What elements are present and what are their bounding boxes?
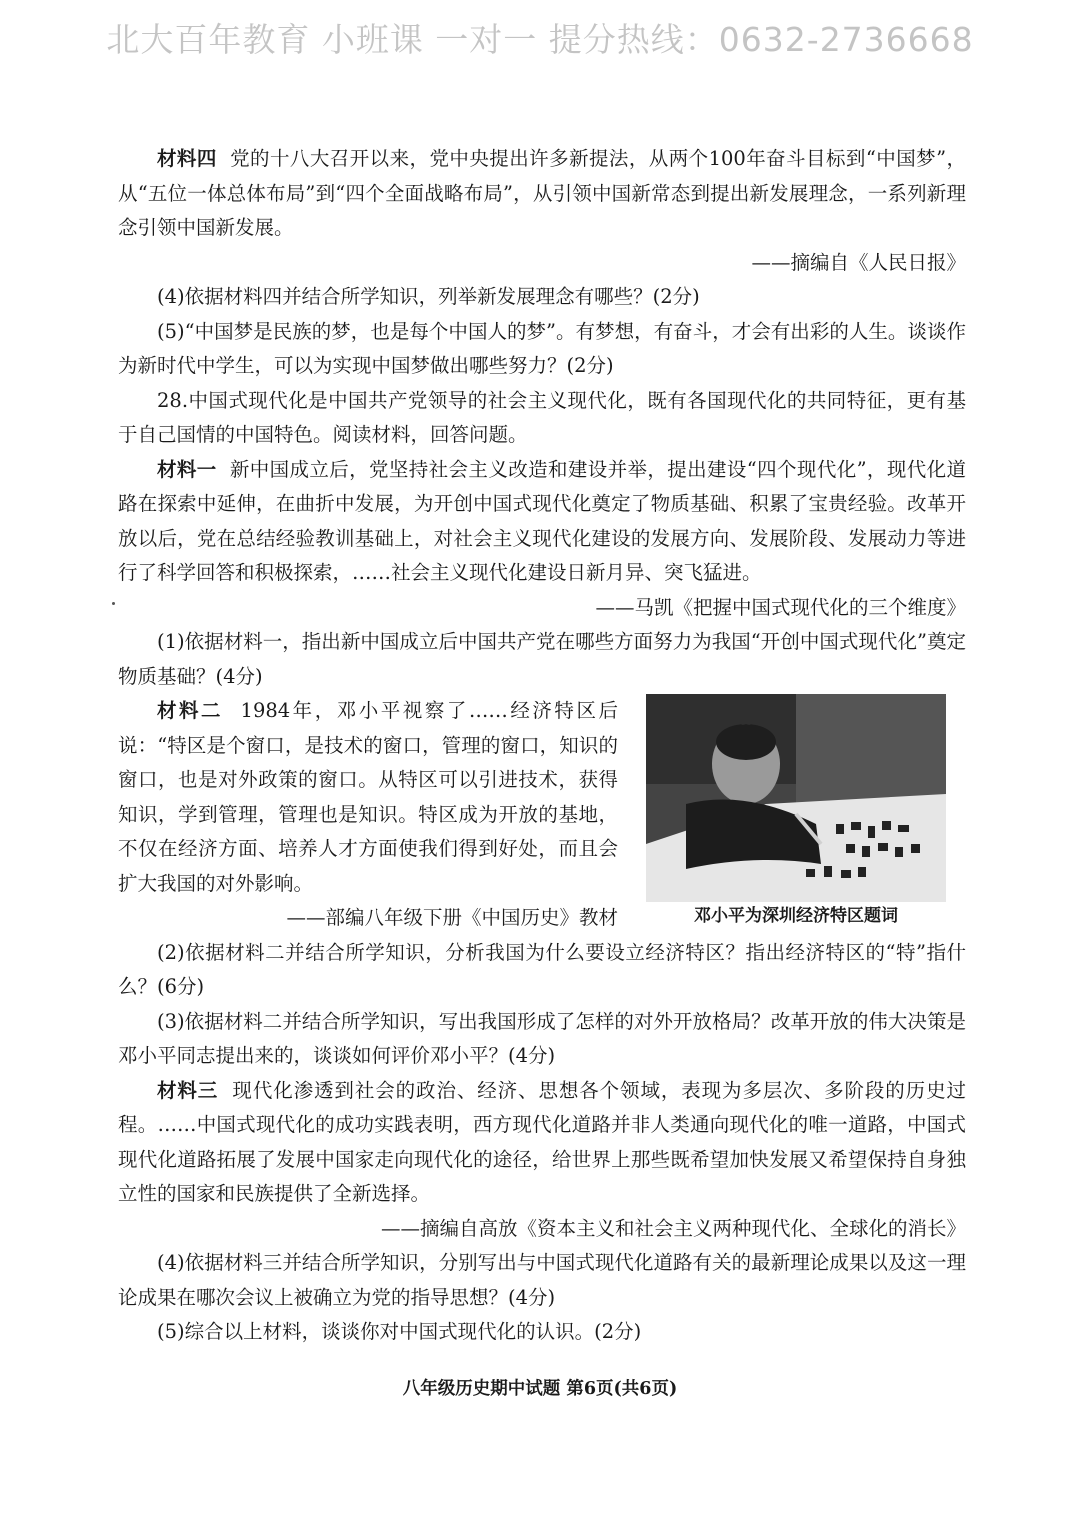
material-2-source: ——部编八年级下册《中国历史》教材 (286, 906, 618, 929)
photo-illustration (646, 694, 946, 902)
material-1-paragraph (118, 453, 966, 591)
scan-speck (112, 602, 115, 605)
material-4-label: 材料四 (157, 147, 217, 170)
question-28-intro: 28.中国式现代化是中国共产党领导的社会主义现代化，既有各国现代化的共同特征，更有基于自己国情的中国特色。阅读材料，回答问题。 (118, 388, 966, 446)
material-1-source: ——马凯《把握中国式现代化的三个维度》 (595, 595, 966, 619)
question-28-3: (3)依据材料二并结合所学知识，写出我国形成了怎样的对外开放格局？改革开放的伟大决策是邓小平同志提出来的，谈谈如何评价邓小平？(4分) (118, 1009, 966, 1067)
material-2-block (118, 694, 966, 936)
photo-caption: 邓小平为深圳经济特区题词 (694, 906, 898, 926)
material-3-text: 现代化渗透到社会的政治、经济、思想各个领域，表现为多层次、多阶段的历史过程。……中国式现代化的成功实践表明，西方现代化道路并非人类通向现代化的唯一道路，中国式现代化道路拓展了发展中国家走向现代化的途径，给世界上那些既希望加快发展又希望保持自身独立性的国家和民族提供了全新选择。 (118, 1078, 966, 1205)
question-28-4: (4)依据材料三并结合所学知识，分别写出与中国式现代化道路有关的最新理论成果以及这一理论成果在哪次会议上被确立为党的指导思想？(4分) (118, 1251, 966, 1309)
material-1-text: 新中国成立后，党坚持社会主义改造和建设并举，提出建设“四个现代化”，现代化道路在探索中延伸，在曲折中发展，为开创中国式现代化奠定了物质基础、积累了宝贵经验。改革开放以后，党在总结经验教训基础上，对社会主义现代化建设的发展方向、发展阶段、发展动力等进行了科学回答和积极探索，……社会主义现代化建设日新月异、突飞猛进。 (118, 457, 966, 584)
material-2-label: 材料二 (157, 699, 224, 722)
page-footer: 八年级历史期中试题 第6页(共6页) (402, 1379, 678, 1399)
material-2-text-column (118, 694, 618, 936)
watermark-header: 北大百年教育 小班课 一对一 提分热线：0632-2736668 (106, 20, 974, 59)
deng-xiaoping-calligraphy-photo (646, 694, 946, 902)
question-28-5: (5)综合以上材料，谈谈你对中国式现代化的认识。(2分) (157, 1320, 642, 1343)
material-3-source: ——摘编自高放《资本主义和社会主义两种现代化、全球化的消长》 (380, 1216, 966, 1240)
question-27-5: (5)“中国梦是民族的梦，也是每个中国人的梦”。有梦想，有奋斗，才会有出彩的人生。谈谈作为新时代中学生，可以为实现中国梦做出哪些努力？(2分) (118, 319, 966, 377)
photo-figure (638, 694, 966, 934)
material-2-text: 1984年，邓小平视察了……经济特区后说：“特区是个窗口，是技术的窗口，管理的窗口，知识的窗口，也是对外政策的窗口。从特区可以引进技术，获得知识，学到管理，管理也是知识。特区成为开放的基地，不仅在经济方面、培养人才方面使我们得到好处，而且会扩大我国的对外影响。 (118, 699, 618, 895)
question-27-4: (4)依据材料四并结合所学知识，列举新发展理念有哪些？(2分) (157, 285, 700, 308)
material-3-paragraph (118, 1074, 966, 1212)
question-28-2: (2)依据材料二并结合所学知识，分析我国为什么要设立经济特区？指出经济特区的“特”指什么？(6分) (118, 940, 966, 998)
exam-page-content (118, 142, 966, 1350)
material-4-text: 党的十八大召开以来，党中央提出许多新提法，从两个100年奋斗目标到“中国梦”，从“五位一体总体布局”到“四个全面战略布局”，从引领中国新常态到提出新发展理念，一系列新理念引领中国新发展。 (118, 147, 966, 239)
material-4-source: ——摘编自《人民日报》 (751, 250, 966, 274)
material-4-paragraph (118, 142, 966, 246)
material-2-paragraph (118, 694, 618, 901)
material-1-label: 材料一 (157, 457, 217, 481)
question-28-1: (1)依据材料一，指出新中国成立后中国共产党在哪些方面努力为我国“开创中国式现代化”奠定物质基础？(4分) (118, 630, 966, 688)
material-3-label: 材料三 (157, 1078, 219, 1102)
